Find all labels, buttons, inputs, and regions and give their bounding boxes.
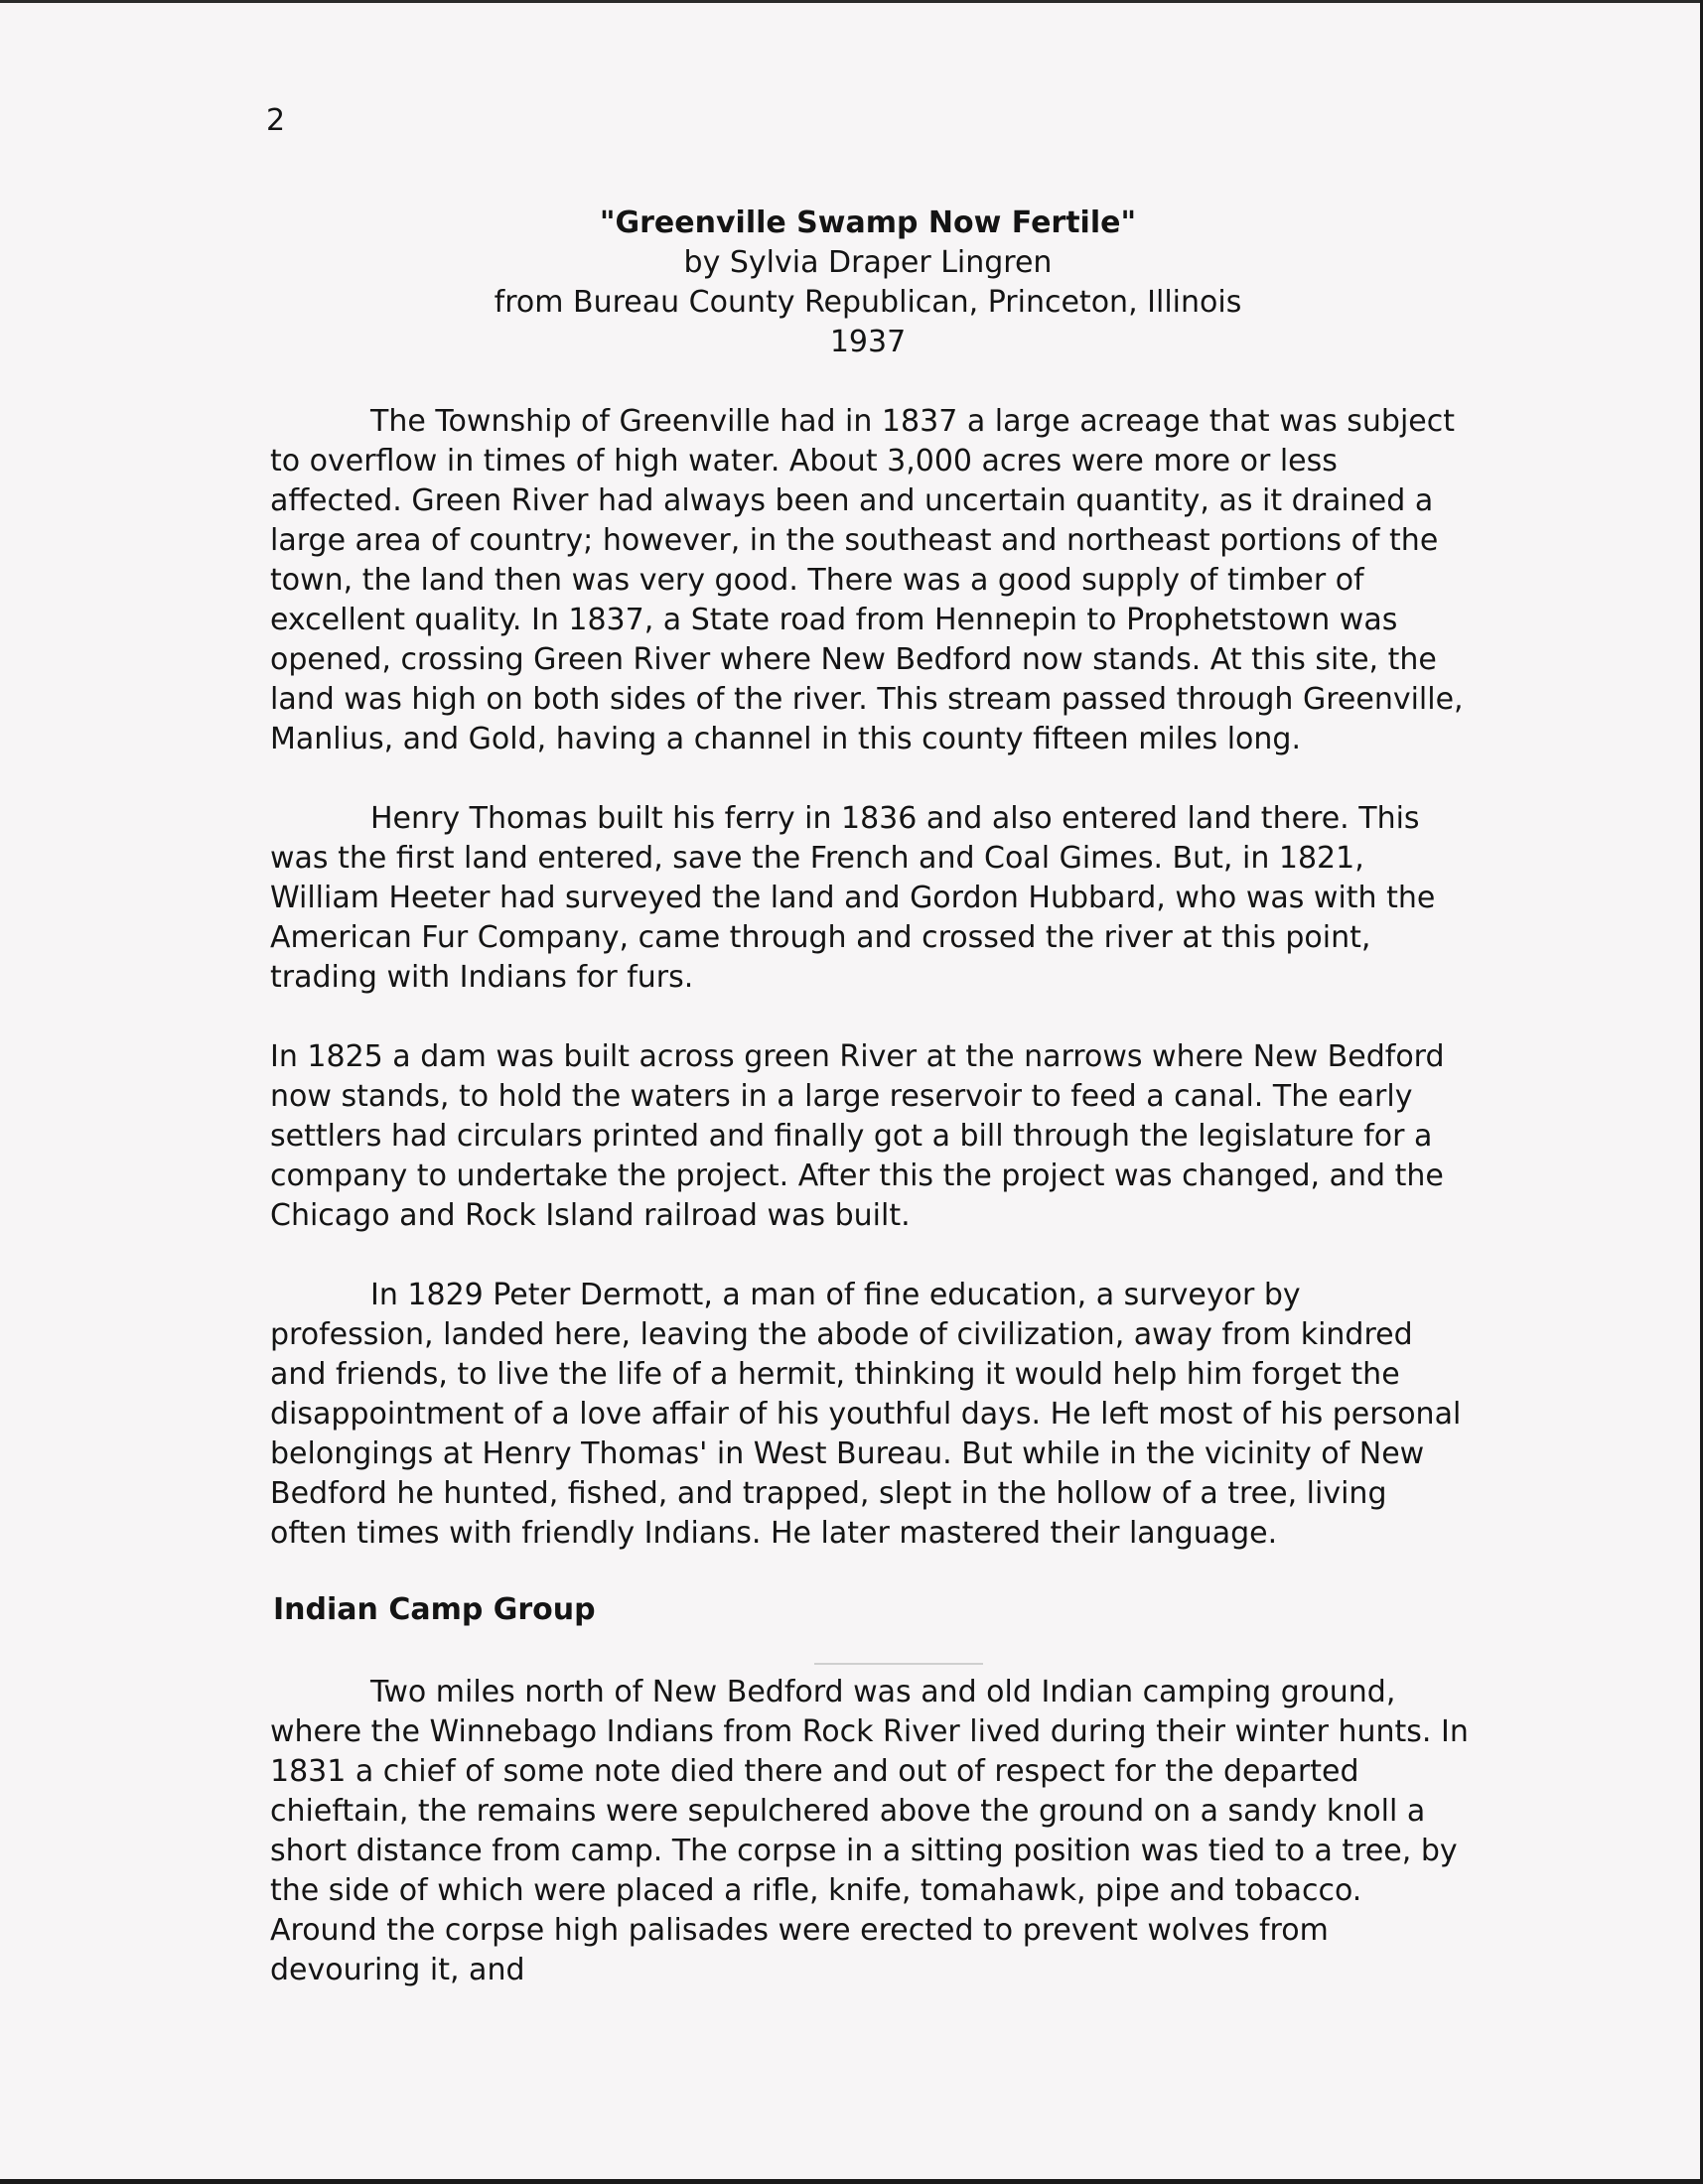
article-byline: by Sylvia Draper Lingren [683, 245, 1053, 280]
paragraph-township: The Township of Greenville had in 1837 a large acreage that was subject to overflow in times of high water. About 3,000 acres were more or less affected. Green River had always been and uncertain quantity, as it drained a large area of country; however, in the southeast and northeast portions of the town, the land then was very good. There was a good supply of timber of excellent quality. In 1837, a State road from Hennepin to Prophetstown was opened, crossing Green River where New Bedford now stands. At this site, the land was high on both sides of the river. This stream passed through Greenville, Manlius, and Gold, having a channel in this county fifteen miles long. [270, 404, 1464, 756]
page-number: 2 [266, 103, 286, 138]
scan-smudge [814, 1663, 983, 1665]
section-heading: Indian Camp Group [273, 1592, 596, 1627]
paragraph-dermott: In 1829 Peter Dermott, a man of fine education, a surveyor by profession, landed here, leaving the abode of civilization, away from kindred and friends, to live the life of a hermit, thinking it would help him forget the disappointment of a love affair of his youthful days. He left most of his personal belongings at Henry Thomas' in West Bureau. But while in the vicinity of New Bedford he hunted, fished, and trapped, slept in the hollow of a tree, living often times with friendly Indians. He later mastered their language. [270, 1278, 1462, 1551]
paragraph-indian-camp: Two miles north of New Bedford was and old Indian camping ground, where the Winnebago Indians from Rock River lived during their winter hunts. In 1831 a chief of some note died there and out of respect for the departed chieftain, the remains were sepulchered above the ground on a sandy knoll a short distance from camp. The corpse in a sitting position was tied to a tree, by the side of which were placed a rifle, knife, tomahawk, pipe and tobacco. Around the corpse high palisades were erected to prevent wolves from devouring it, and [270, 1675, 1469, 1987]
paragraph-ferry: Henry Thomas built his ferry in 1836 and also entered land there. This was the first land entered, save the French and Coal Gimes. But, in 1821, William Heeter had surveyed the land and Gordon Hubbard, who was with the American Fur Company, came through and crossed the river at this point, trading with Indians for furs. [270, 801, 1436, 995]
article-source: from Bureau County Republican, Princeton, Illinois [494, 285, 1242, 320]
article-header [268, 204, 1468, 362]
article-year: 1937 [829, 325, 907, 359]
paragraph-dam: In 1825 a dam was built across green River at the narrows where New Bedford now stands, to hold the waters in a large reservoir to feed a canal. The early settlers had circulars printed and finally got a bill through the legislature for a company to undertake the project. After this the project was changed, and the Chicago and Rock Island railroad was built. [270, 1039, 1445, 1233]
scan-border-top [0, 0, 1703, 3]
scan-border-bottom [0, 2179, 1703, 2184]
article-title: "Greenville Swamp Now Fertile" [599, 205, 1137, 240]
